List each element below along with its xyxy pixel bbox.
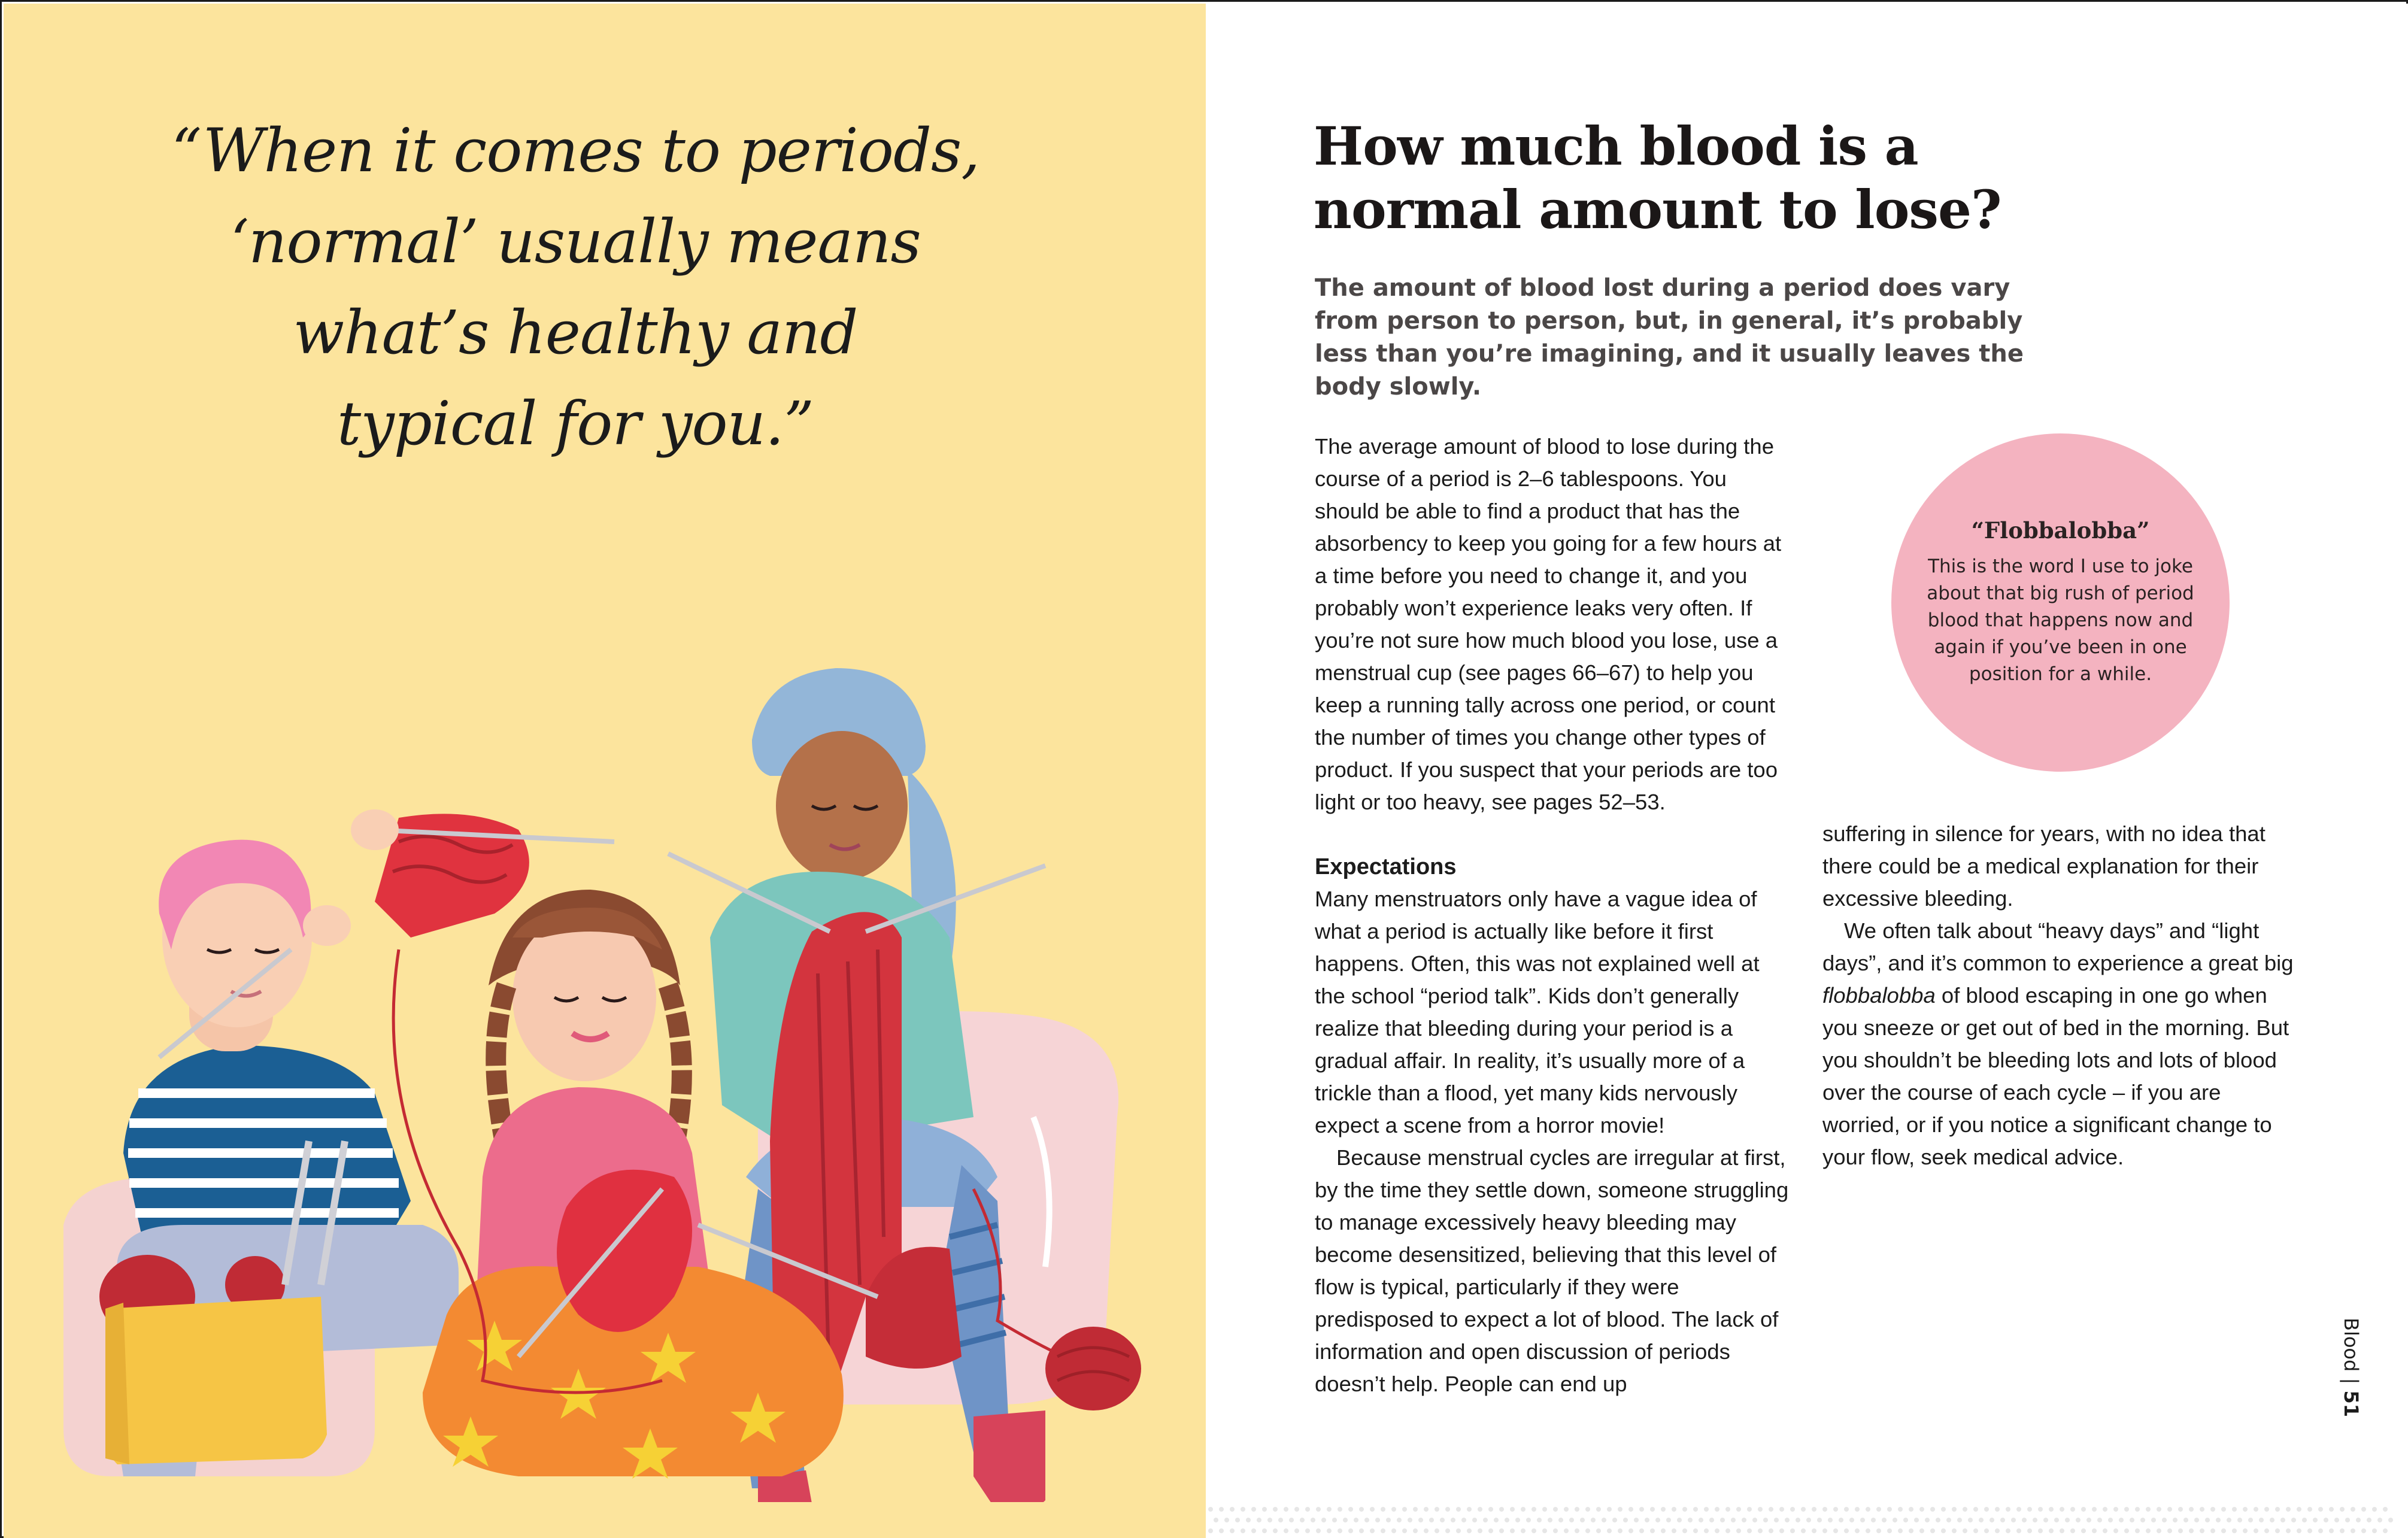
left-page [4,4,1206,1538]
page-number: 51 [2340,1390,2362,1417]
section-subheading: Expectations [1315,854,1457,879]
pull-quote-line: what’s healthy and [293,298,858,368]
body-text: of blood escaping in one go when you sneeze or get out of bed in the morning. But you shouldn’t be bleeding lots and lots of blood over the course of each cycle – if you are worried, or if you notice a significant change to your flow, seek medical advice. [1822,983,2289,1169]
page-edge-dots [4,1502,1206,1538]
emphasized-term: flobbalobba [1822,983,1936,1008]
definition-callout [1891,433,2230,772]
right-page [1206,4,2408,1538]
article-intro: The amount of blood lost during a period does vary from person to person, but, in general, it’s probably less than you’re imagining, and it usually leaves the body slowly. [1315,274,2024,401]
body-column-left [1315,430,1794,1400]
yarn-ball [1045,1327,1141,1410]
folio-separator: | [2340,1378,2362,1385]
pull-quote-line: typical for you.” [337,389,814,459]
body-paragraph: The average amount of blood to lose during the course of a period is 2–6 tablespoons. You should be able to find a product that has the absorbency to keep you going for a few hours at a time before you need to change it, and you probably won’t experience leaks very often. If you’re not sure how much blood you lose, use a menstrual cup (see pages 66–67) to help you keep a running tally across one period, or count the number of times you change other types of product. If you suspect that your periods are too light or too heavy, see pages 52–53. [1315,434,1782,814]
folio-section: Blood [2340,1318,2362,1372]
body-text: We often talk about “heavy days” and “light days”, and it’s common to experience a great big [1822,918,2294,975]
body-paragraph [1822,915,2301,1173]
pull-quote-line: ‘normal’ usually means [230,207,921,277]
body-paragraph: suffering in silence for years, with no idea that there could be a medical explanation for their excessive bleeding. [1822,821,2266,911]
body-paragraph: Because menstrual cycles are irregular at first, by the time they settle down, someone struggling to manage excessively heavy bleeding may become desensitized, believing that this level of flow is typical, particularly if they were predisposed to expect a lot of blood. The lack of information and open discussion of periods doesn’t help. People can end up [1315,1145,1789,1396]
headline-line: How much blood is a [1314,115,1918,177]
pull-quote-line: “When it comes to periods, [171,116,980,186]
body-paragraph: Many menstruators only have a vague idea of what a period is actually like before it first happens. Often, this was not explained well at the school “period talk”. Kids don’t generally realize that bleeding during your period is a gradual affair. In reality, it’s usually more of a trickle than a flood, yet many kids nervously expect a scene from a horror movie! [1315,887,1760,1137]
headline-line: normal amount to lose? [1314,178,2001,241]
callout-title: “Flobbalobba” [1971,517,2150,544]
article-headline [1314,114,2092,241]
knitting-illustration [40,518,1177,1536]
callout-body: This is the word I use to joke about that big rush of period blood that happens now and again if you’ve been in one position for a while. [1927,556,2194,685]
body-column-right [1822,818,2301,1173]
page-edge-dots [1206,1502,2408,1538]
pull-quote [141,105,1009,469]
page-folio [2339,1318,2363,1443]
